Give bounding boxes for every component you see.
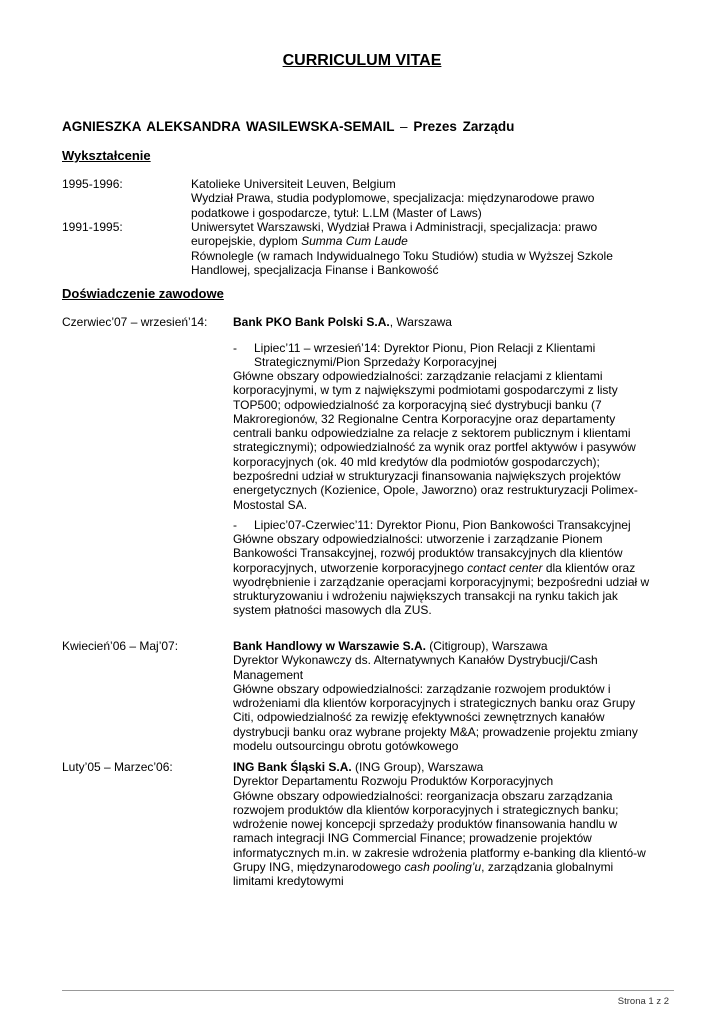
description-text: , zarządzania globalnymi bbox=[481, 860, 614, 875]
role-title-line: Lipiec’07-Czerwiec’11: Dyrektor Pionu, Pion Bankowości Transakcyjnej bbox=[254, 518, 631, 532]
citi-company: Bank Handlowy w Warszawie S.A. bbox=[233, 639, 426, 653]
description-italic: contact center bbox=[467, 560, 543, 575]
description-line bbox=[233, 561, 649, 575]
experience-heading: Doświadczenie zawodowe bbox=[62, 286, 224, 301]
description-line: Główne obszary odpowiedzialności: reorganizacja obszaru zarządzania bbox=[233, 788, 613, 803]
description-line: Mostostal SA. bbox=[233, 497, 308, 512]
education-line: podatkowe i gospodarcze, tytuł: L.LM (Master of Laws) bbox=[191, 205, 482, 220]
description-line: Dyrektor Departamentu Rozwoju Produktów Korporacyjnych bbox=[233, 774, 554, 789]
description-text: dla klientów oraz bbox=[542, 560, 636, 575]
ing-employer bbox=[233, 760, 646, 774]
pko-employer bbox=[233, 315, 452, 329]
description-text: Grupy ING, międzynarodowego bbox=[233, 860, 405, 875]
education-line: Handlowej, specjalizacja Finanse i Bankowość bbox=[191, 262, 439, 277]
description-line: dystrybucji banku oraz wybrane projekty M&A; prowadzenie projektu zmiany bbox=[233, 724, 638, 739]
education-entry-1 bbox=[191, 177, 594, 220]
description-italic: cash pooling’u bbox=[404, 860, 482, 875]
ing-company: ING Bank Śląski S.A. bbox=[233, 760, 352, 774]
education-heading: Wykształcenie bbox=[62, 148, 151, 163]
education-honours: Summa Cum Laude bbox=[301, 234, 408, 249]
pko-role-1-description bbox=[233, 369, 638, 512]
citi-employer bbox=[233, 639, 638, 653]
pko-location: , Warszawa bbox=[389, 315, 452, 329]
education-date-2: 1991-1995: bbox=[62, 220, 123, 234]
description-line: energetycznych (Kozienice, Opole, Jaworzno) oraz restrukturyzacji Polimex- bbox=[233, 483, 638, 498]
role-title-line: Lipiec’11 – wrzesień’14: Dyrektor Pionu, Pion Relacji z Klientami bbox=[254, 341, 596, 355]
description-line: bezpośredni udział w strukturyzacji finansowania największych projektów bbox=[233, 469, 621, 484]
description-line: wdrożenie nowej koncepcji sprzedaży produktów finansowania handlu w bbox=[233, 817, 618, 832]
education-line: Wydział Prawa, studia podyplomowe, specjalizacja: międzynarodowe prawo bbox=[191, 191, 595, 206]
education-line: Równolegle (w ramach Indywidualnego Toku Studiów) studia w Wyższej Szkole bbox=[191, 248, 613, 263]
ing-entry bbox=[233, 760, 646, 889]
pko-role-1-title bbox=[254, 341, 595, 370]
citi-date: Kwiecień’06 – Maj’07: bbox=[62, 639, 179, 653]
description-line: system płatności masowych dla ZUS. bbox=[233, 603, 432, 618]
pko-company: Bank PKO Bank Polski S.A. bbox=[233, 315, 390, 329]
bullet-dash: - bbox=[233, 518, 237, 532]
role-title-line: Strategicznymi/Pion Sprzedaży Korporacyjnej bbox=[254, 355, 497, 370]
description-line: Główne obszary odpowiedzialności: zarządzanie rozwojem produktów i bbox=[233, 681, 611, 696]
description-line: Makroregionów, 32 Regionalne Centra Korporacyjne oraz departamenty bbox=[233, 411, 616, 426]
description-line: Dyrektor Wykonawczy ds. Alternatywnych Kanałów Dystrybucji/Cash bbox=[233, 653, 598, 668]
description-line: korporacyjnymi, w tym z największymi podmiotami gospodarczymi z listy bbox=[233, 383, 618, 398]
ing-date: Luty’05 – Marzec’06: bbox=[62, 760, 173, 774]
description-line: limitami kredytowymi bbox=[233, 874, 344, 889]
description-line: centrali banku odpowiedzialne za relacje z sektorem publicznym i klientami bbox=[233, 426, 631, 441]
description-line: informatycznych m.in. w zakresie wdrożenia platformy e-banking dla klientó-w bbox=[233, 845, 646, 860]
education-text: europejskie, dyplom bbox=[191, 234, 302, 249]
description-line: Bankowości Transakcyjnej, rozwój produktów transakcyjnych dla klientów bbox=[233, 546, 623, 561]
person-name: AGNIESZKA ALEKSANDRA WASILEWSKA-SEMAIL bbox=[62, 119, 395, 134]
description-line: ramach integracji ING Commercial Finance; prowadzenie projektów bbox=[233, 831, 592, 846]
citi-entry bbox=[233, 639, 638, 753]
description-line: TOP500; odpowiedzialność za korporacyjną sieć dystrybucji banku (7 bbox=[233, 397, 602, 412]
education-entry-2 bbox=[191, 220, 613, 277]
ing-location: (ING Group), Warszawa bbox=[351, 760, 484, 774]
description-line: wdrożeniami dla klientów korporacyjnych i strategicznych banku oraz Grupy bbox=[233, 696, 636, 711]
education-line: Uniwersytet Warszawski, Wydział Prawa i Administracji, specjalizacja: prawo bbox=[191, 220, 598, 234]
description-text: korporacyjnych, utworzenie korporacyjnego bbox=[233, 560, 468, 575]
pko-role-2-title bbox=[254, 518, 631, 532]
description-line: Główne obszary odpowiedzialności: utworzenie i zarządzanie Pionem bbox=[233, 532, 603, 546]
person-name-line bbox=[62, 119, 514, 134]
pko-role-2-description bbox=[233, 532, 649, 618]
description-line: strukturyzowaniu i wdrożeniu największych transakcji na rynku takich jak bbox=[233, 589, 618, 604]
description-line: Citi, odpowiedzialność za rewizję efektywności zewnętrznych kanałów bbox=[233, 710, 605, 725]
education-line bbox=[191, 234, 613, 248]
description-line: strategicznymi); odpowiedzialność za wynik oraz portfel aktywów i pasywów bbox=[233, 440, 636, 455]
person-role: Prezes Zarządu bbox=[413, 119, 515, 134]
education-date-1: 1995-1996: bbox=[62, 177, 123, 191]
description-line: Management bbox=[233, 667, 304, 682]
pko-date: Czerwiec’07 – wrzesień’14: bbox=[62, 315, 208, 329]
page-number: Strona 1 z 2 bbox=[617, 996, 669, 1007]
footer-divider bbox=[62, 990, 674, 991]
description-line: korporacyjnych (ok. 40 mld kredytów dla podmiotów gospodarczych); bbox=[233, 454, 600, 469]
description-line bbox=[233, 860, 646, 874]
citi-location: (Citigroup), Warszawa bbox=[425, 639, 548, 653]
education-line: Katolieke Universiteit Leuven, Belgium bbox=[191, 177, 396, 191]
name-dash: – bbox=[400, 119, 408, 134]
bullet-dash: - bbox=[233, 341, 237, 355]
description-line: Główne obszary odpowiedzialności: zarządzanie relacjami z klientami bbox=[233, 369, 603, 383]
document-title: CURRICULUM VITAE bbox=[282, 52, 442, 69]
description-line: wyodrębnienie i zarządzanie operacjami korporacyjnymi; bezpośredni udział w bbox=[233, 574, 650, 589]
description-line: rozwojem produktów dla klientów korporacyjnych i strategicznych banku; bbox=[233, 802, 619, 817]
description-line: modelu outsourcingu obrotu gotówkowego bbox=[233, 739, 459, 754]
